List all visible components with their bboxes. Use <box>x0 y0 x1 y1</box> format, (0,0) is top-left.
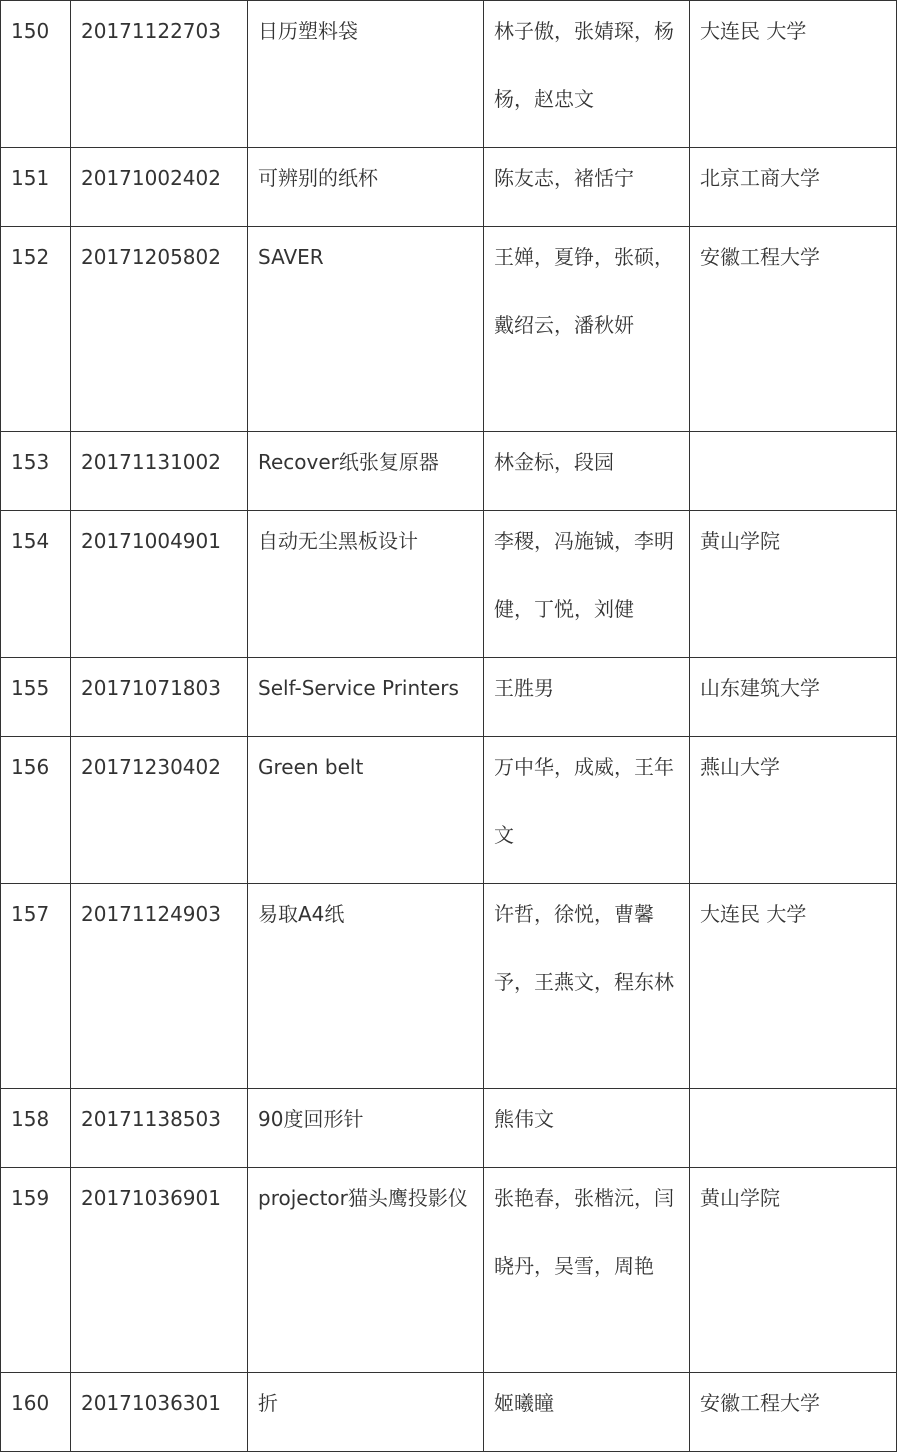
cell-school: 大连民 大学 <box>690 1 897 148</box>
cell-id: 20171036901 <box>71 1168 248 1373</box>
cell-title: 日历塑料袋 <box>248 1 484 148</box>
cell-id: 20171138503 <box>71 1089 248 1168</box>
cell-number: 160 <box>1 1373 71 1452</box>
table-row <box>1 511 897 658</box>
cell-authors: 陈友志，褚恬宁 <box>484 148 690 227</box>
table-row <box>1 658 897 737</box>
cell-title: Self-Service Printers <box>248 658 484 737</box>
cell-school: 黄山学院 <box>690 1168 897 1373</box>
cell-authors: 王婵，夏铮，张硕，戴绍云，潘秋妍 <box>484 227 690 432</box>
cell-number: 158 <box>1 1089 71 1168</box>
table-row <box>1 148 897 227</box>
cell-school <box>690 432 897 511</box>
cell-id: 20171205802 <box>71 227 248 432</box>
cell-authors: 张艳春，张楷沅，闫晓丹，吴雪，周艳 <box>484 1168 690 1373</box>
cell-school <box>690 1089 897 1168</box>
cell-id: 20171124903 <box>71 884 248 1089</box>
cell-school: 大连民 大学 <box>690 884 897 1089</box>
table-row <box>1 1 897 148</box>
cell-title: 自动无尘黑板设计 <box>248 511 484 658</box>
table-row <box>1 884 897 1089</box>
cell-number: 156 <box>1 737 71 884</box>
table-row <box>1 1373 897 1452</box>
cell-authors: 许哲，徐悦，曹馨予，王燕文，程东林 <box>484 884 690 1089</box>
cell-authors: 林子傲，张婧琛，杨杨，赵忠文 <box>484 1 690 148</box>
cell-id: 20171002402 <box>71 148 248 227</box>
cell-number: 152 <box>1 227 71 432</box>
cell-number: 159 <box>1 1168 71 1373</box>
cell-title: Green belt <box>248 737 484 884</box>
table-row <box>1 1089 897 1168</box>
cell-title: 90度回形针 <box>248 1089 484 1168</box>
cell-number: 151 <box>1 148 71 227</box>
cell-number: 153 <box>1 432 71 511</box>
cell-authors: 熊伟文 <box>484 1089 690 1168</box>
cell-school: 燕山大学 <box>690 737 897 884</box>
cell-school: 安徽工程大学 <box>690 227 897 432</box>
table-row <box>1 1168 897 1373</box>
cell-id: 20171071803 <box>71 658 248 737</box>
cell-title: 折 <box>248 1373 484 1452</box>
cell-id: 20171131002 <box>71 432 248 511</box>
table-row <box>1 227 897 432</box>
cell-title: Recover纸张复原器 <box>248 432 484 511</box>
cell-authors: 万中华，成威，王年文 <box>484 737 690 884</box>
cell-number: 150 <box>1 1 71 148</box>
cell-number: 157 <box>1 884 71 1089</box>
cell-authors: 姬曦瞳 <box>484 1373 690 1452</box>
cell-school: 北京工商大学 <box>690 148 897 227</box>
cell-title: SAVER <box>248 227 484 432</box>
cell-id: 20171004901 <box>71 511 248 658</box>
cell-title: projector猫头鹰投影仪 <box>248 1168 484 1373</box>
cell-school: 山东建筑大学 <box>690 658 897 737</box>
cell-id: 20171122703 <box>71 1 248 148</box>
table-row <box>1 737 897 884</box>
cell-title: 可辨别的纸杯 <box>248 148 484 227</box>
cell-number: 155 <box>1 658 71 737</box>
entries-table-body <box>1 1 897 1452</box>
cell-school: 黄山学院 <box>690 511 897 658</box>
cell-authors: 李稷，冯施铖，李明健，丁悦，刘健 <box>484 511 690 658</box>
cell-authors: 林金标，段园 <box>484 432 690 511</box>
cell-id: 20171036301 <box>71 1373 248 1452</box>
cell-authors: 王胜男 <box>484 658 690 737</box>
cell-number: 154 <box>1 511 71 658</box>
cell-school: 安徽工程大学 <box>690 1373 897 1452</box>
table-row <box>1 432 897 511</box>
cell-id: 20171230402 <box>71 737 248 884</box>
cell-title: 易取A4纸 <box>248 884 484 1089</box>
